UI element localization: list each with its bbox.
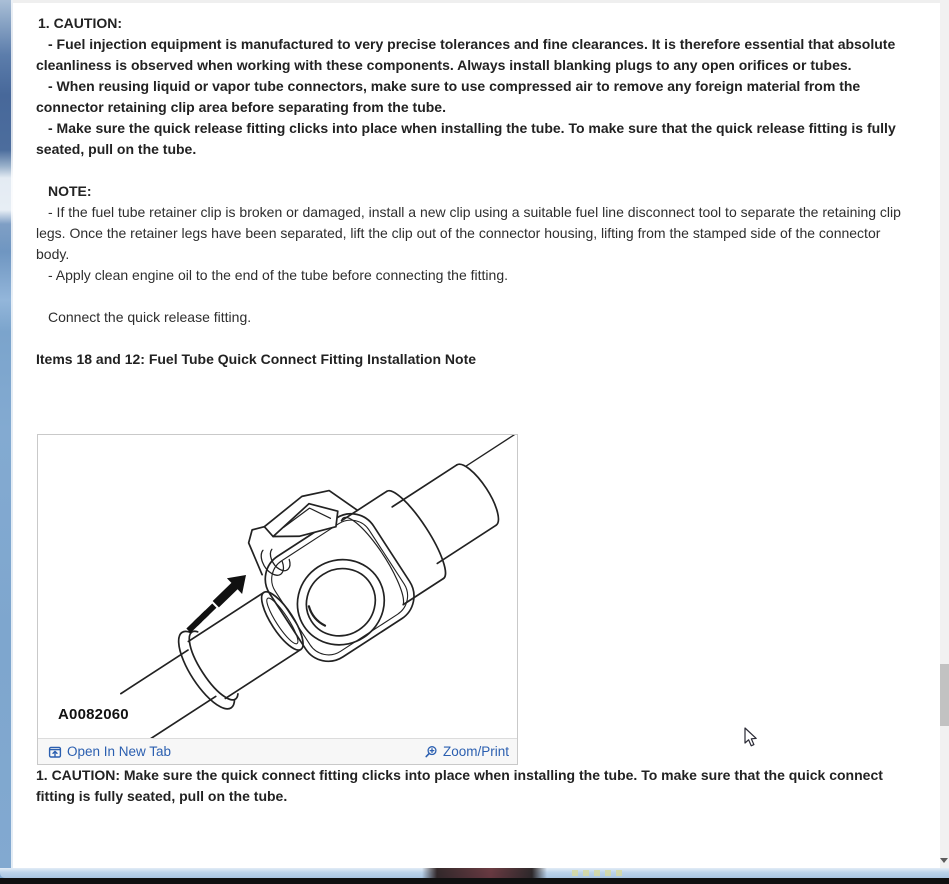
caution-heading: 1. CAUTION: bbox=[38, 15, 122, 31]
document-body bbox=[13, 3, 940, 807]
note-bullet: - Apply clean engine oil to the end of the tube before connecting the fitting. bbox=[48, 267, 508, 283]
caution-bottom-paragraph: 1. CAUTION: Make sure the quick connect fitting clicks into place when installing the tube. To make sure that the quick connect fitting is fully seated, pull on the tube. bbox=[36, 767, 883, 804]
spacer bbox=[36, 160, 905, 181]
connect-instruction: Connect the quick release fitting. bbox=[48, 309, 252, 325]
note-bullet: - If the fuel tube retainer clip is broken or damaged, install a new clip using a suitable fuel line disconnect tool to separate the retaining clip legs. Once the retainer legs have been separated, lift the clip out of the connector housing, lifting from the stamped side of the connector body. bbox=[36, 204, 901, 262]
document-pane bbox=[13, 3, 940, 868]
quick-connect-fitting-drawing bbox=[38, 435, 517, 738]
spacer bbox=[36, 328, 905, 349]
open-in-new-tab-icon bbox=[48, 745, 62, 759]
scrollbar-down-button[interactable] bbox=[940, 854, 949, 868]
window-border-left bbox=[0, 0, 13, 878]
open-in-new-tab-label: Open In New Tab bbox=[67, 744, 172, 759]
chevron-down-icon bbox=[940, 858, 948, 863]
window-border-bottom bbox=[0, 868, 949, 878]
scrollbar-thumb[interactable] bbox=[940, 664, 949, 726]
vertical-scrollbar[interactable] bbox=[940, 0, 949, 868]
caution-bullet: - Make sure the quick release fitting clicks into place when installing the tube. To make sure that the quick release fitting is fully seated, pull on the tube. bbox=[36, 120, 896, 157]
figure-illustration bbox=[38, 435, 517, 738]
taskbar-glimpse-dots bbox=[572, 870, 627, 876]
zoom-print-link[interactable] bbox=[424, 741, 509, 762]
figure-id-label: A0082060 bbox=[58, 706, 129, 723]
figure-box bbox=[37, 434, 518, 765]
items-heading: Items 18 and 12: Fuel Tube Quick Connect Fitting Installation Note bbox=[36, 351, 477, 367]
figure-toolbar bbox=[38, 738, 517, 764]
zoom-print-label: Zoom/Print bbox=[442, 744, 509, 759]
note-heading: NOTE: bbox=[48, 183, 92, 199]
caution-bullet: - When reusing liquid or vapor tube connectors, make sure to use compressed air to remove any foreign material from the connector retaining clip area before separating from the tube. bbox=[36, 78, 861, 115]
taskbar-glimpse-dark bbox=[422, 868, 547, 878]
zoom-magnifier-plus-icon bbox=[424, 745, 438, 759]
caution-bullet: - Fuel injection equipment is manufactured to very precise tolerances and fine clearances. It is therefore essential that absolute cleanliness is observed when working with these components. Always install blanking plugs to any open orifices or tubes. bbox=[36, 36, 896, 73]
spacer bbox=[36, 286, 905, 307]
open-in-new-tab-link[interactable] bbox=[48, 741, 171, 762]
screen-bottom-edge bbox=[0, 878, 949, 884]
